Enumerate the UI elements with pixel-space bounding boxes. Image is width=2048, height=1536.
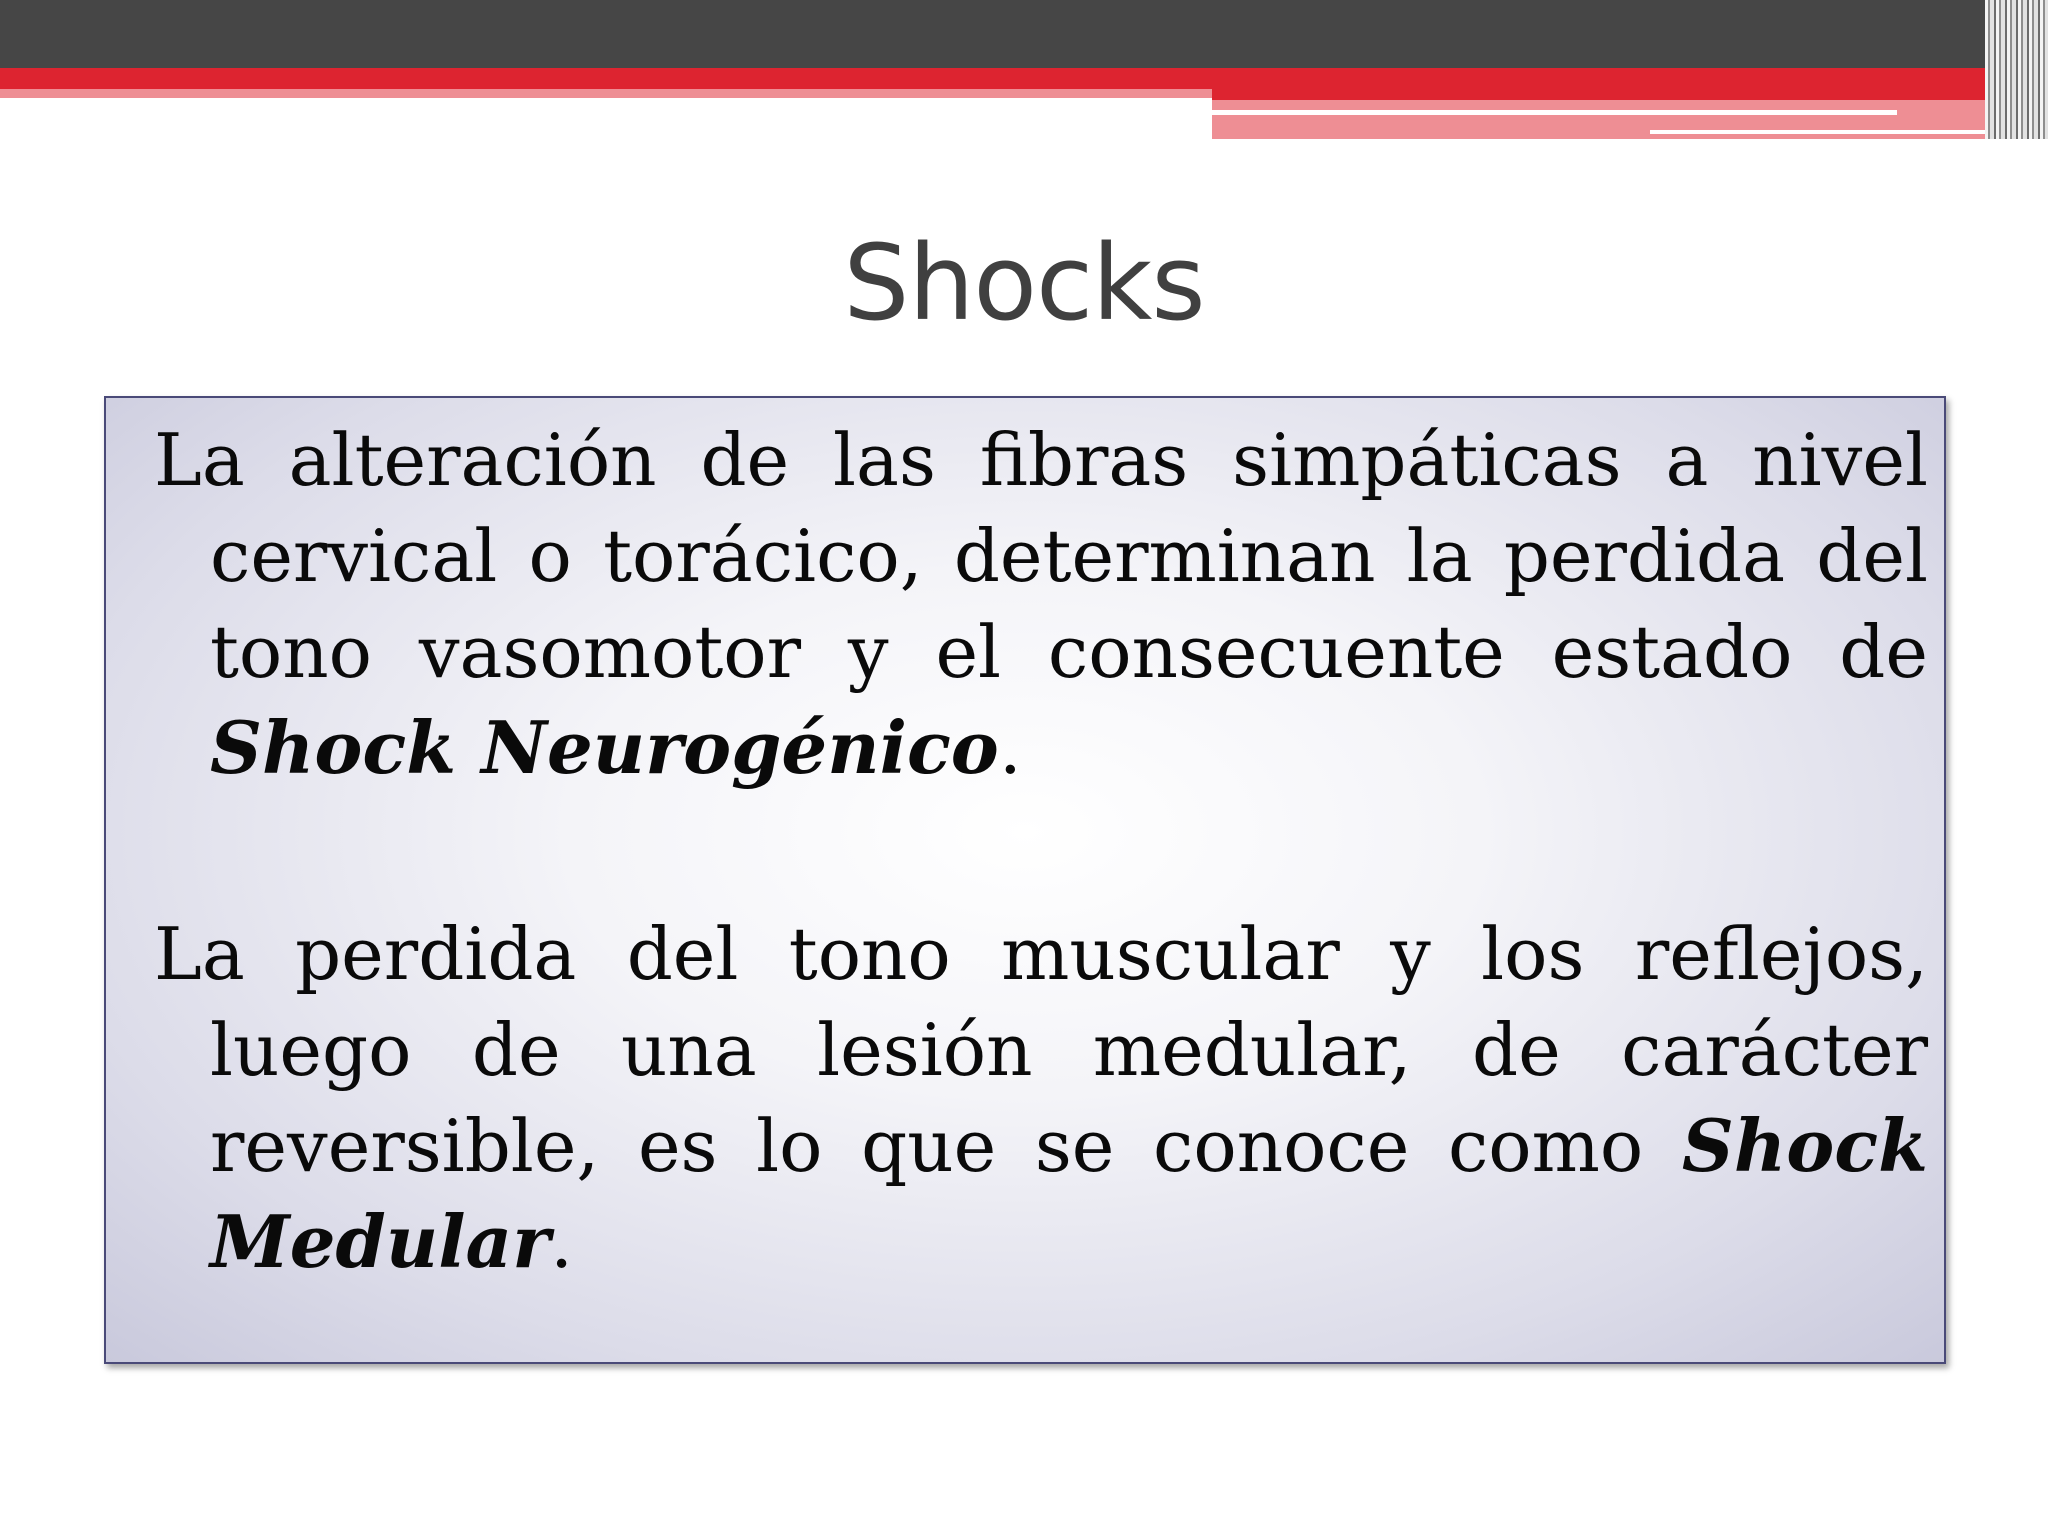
header-band-pink-left xyxy=(0,89,1212,98)
paragraph-medular xyxy=(154,906,1928,1290)
paragraph-tail: . xyxy=(998,706,1022,790)
header-band-dark xyxy=(0,0,2048,68)
paragraph-tail: . xyxy=(550,1200,574,1284)
slide-title: Shocks xyxy=(843,222,1205,344)
content-box xyxy=(104,396,1946,1364)
header-band-accent-line xyxy=(1212,110,1897,115)
emphasis-term: Shock Neurogénico xyxy=(210,705,999,790)
header-band-red-right xyxy=(1212,89,2010,100)
header-band-stripes xyxy=(1985,0,2048,139)
paragraph-text: La alteración de las fibras simpáticas a nivel cervical o torácico, determinan la perdida del tono vasomotor y el consecuente estado de xyxy=(154,418,1928,694)
emphasis-term: Shock Medular xyxy=(210,1103,1928,1284)
paragraph-neurogenic xyxy=(154,412,1928,796)
header-band-red xyxy=(0,68,2010,89)
header-band-accent-line xyxy=(1650,130,2010,134)
paragraph-text: La perdida del tono muscular y los reflejos, luego de una lesión medular, de carácter reversible, es lo que se conoce como xyxy=(154,912,1928,1188)
